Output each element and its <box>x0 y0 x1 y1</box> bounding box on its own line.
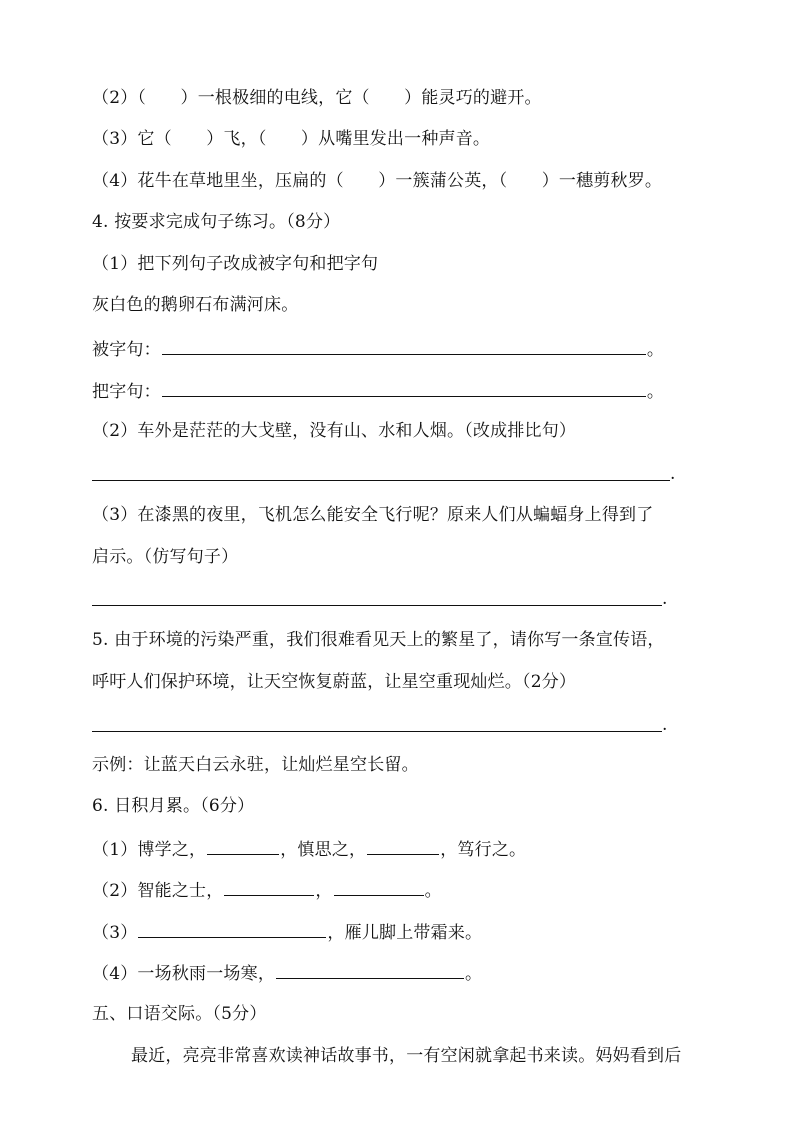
q6-2-text-a: （2）智能之士， <box>92 881 224 901</box>
q4-title: 4. 按要求完成句子练习。（8分） <box>92 212 341 232</box>
q5-line1: 5. 由于环境的污染严重，我们很难看见天上的繁星了，请你写一条宣传语， <box>92 630 665 650</box>
bei-label: 被字句： <box>92 340 161 360</box>
section5-paragraph: 最近，亮亮非常喜欢读神话故事书，一有空闲就拿起书来读。妈妈看到后 <box>131 1046 682 1066</box>
q6-4-blank-1[interactable] <box>276 960 464 979</box>
q4-sub2-answer-line[interactable] <box>92 480 670 481</box>
q4-sub3-period: . <box>662 589 668 609</box>
q6-item-4 <box>92 960 482 986</box>
q6-title: 6. 日积月累。（6分） <box>92 796 255 816</box>
q6-1-blank-2[interactable] <box>367 836 439 855</box>
ba-answer-blank[interactable] <box>162 378 646 397</box>
q4-sub3-answer-line[interactable] <box>92 605 662 606</box>
q5-answer-line[interactable] <box>92 731 662 732</box>
q6-2-text-b: ， <box>315 881 333 901</box>
q3-item-3: （3）它（ ）飞，（ ）从嘴里发出一种声音。 <box>92 129 491 149</box>
ba-label: 把字句： <box>92 382 161 402</box>
bei-answer-blank[interactable] <box>162 336 646 355</box>
bei-sentence-row <box>92 336 664 362</box>
q6-4-text-a: （4）一场秋雨一场寒， <box>92 964 276 984</box>
q4-sub3-line1: （3）在漆黑的夜里，飞机怎么能安全飞行呢？原来人们从蝙蝠身上得到了 <box>92 505 654 525</box>
q6-1-text-a: （1）博学之， <box>92 840 207 860</box>
q3-item-4: （4）花牛在草地里坐，压扁的（ ）一簇蒲公英，（ ）一穗剪秋罗。 <box>92 171 663 191</box>
q6-3-text-a: （3） <box>92 923 138 943</box>
q5-example: 示例：让蓝天白云永驻，让灿烂星空长留。 <box>92 755 419 775</box>
q6-1-text-c: ，笃行之。 <box>440 840 527 860</box>
q6-item-2 <box>92 877 442 903</box>
q6-3-blank-1[interactable] <box>138 919 326 938</box>
bei-end-mark: 。 <box>646 340 665 360</box>
q6-item-1 <box>92 836 526 862</box>
section5-title: 五、口语交际。（5分） <box>92 1004 267 1024</box>
ba-sentence-row <box>92 378 664 404</box>
q6-4-text-b: 。 <box>465 964 483 984</box>
q6-2-blank-2[interactable] <box>334 877 424 896</box>
q6-item-3 <box>92 919 482 945</box>
q4-sub3-line2: 启示。（仿写句子） <box>92 547 239 567</box>
q6-1-text-b: ，慎思之， <box>280 840 367 860</box>
ba-end-mark: 。 <box>646 382 665 402</box>
q5-period: . <box>662 715 668 735</box>
q6-2-blank-1[interactable] <box>224 877 314 896</box>
q4-sub2: （2）车外是茫茫的大戈壁，没有山、水和人烟。（改成排比句） <box>92 421 577 441</box>
q5-line2: 呼吁人们保护环境，让天空恢复蔚蓝，让星空重现灿烂。（2分） <box>92 672 577 692</box>
q6-3-text-b: ，雁儿脚上带霜来。 <box>327 923 483 943</box>
q6-2-text-c: 。 <box>424 881 442 901</box>
q4-sub2-period: . <box>670 464 676 484</box>
q6-1-blank-1[interactable] <box>207 836 279 855</box>
q4-sub1-instruction: （1）把下列句子改成被字句和把字句 <box>92 254 379 274</box>
q3-item-2: （2）（ ）一根极细的电线，它（ ）能灵巧的避开。 <box>92 88 542 108</box>
q4-sub1-sentence: 灰白色的鹅卵石布满河床。 <box>92 295 299 315</box>
